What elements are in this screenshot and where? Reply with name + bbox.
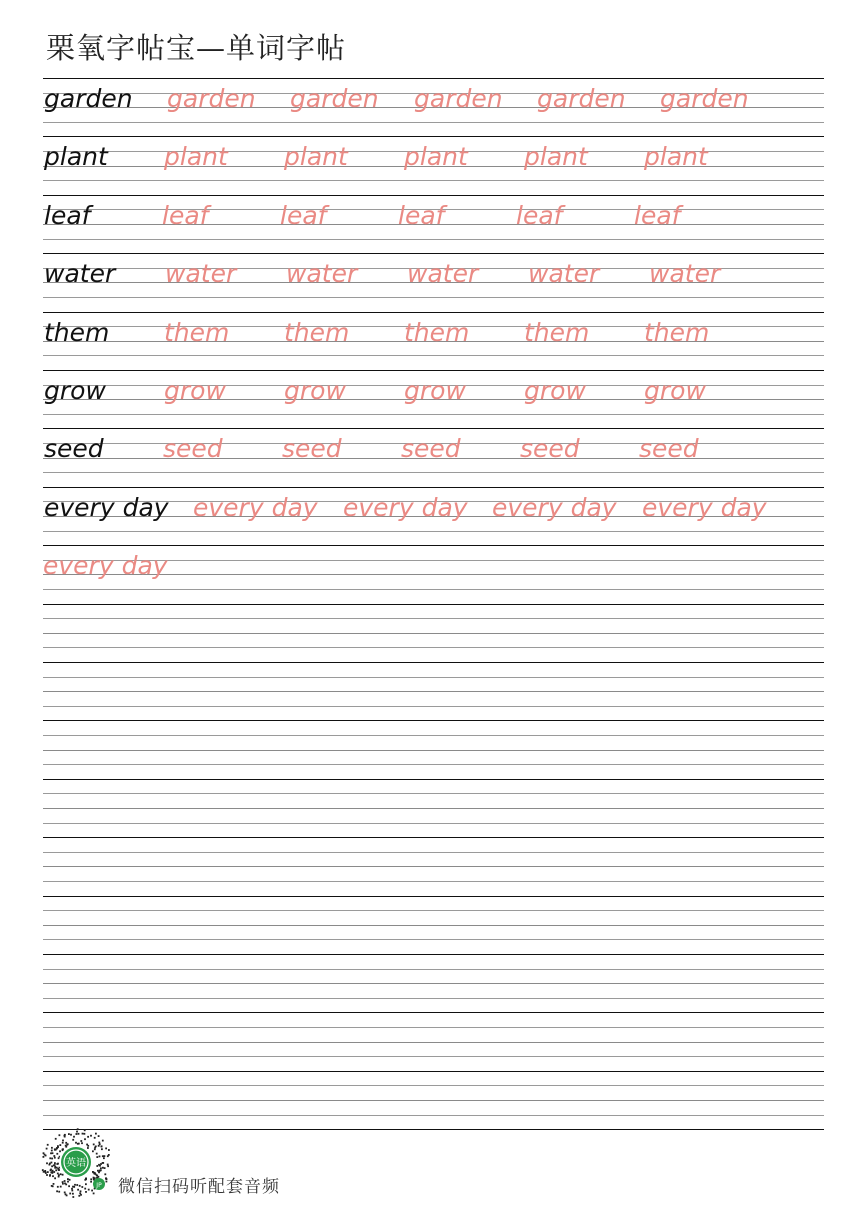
model-word: grow bbox=[44, 376, 106, 405]
guide-line-low bbox=[43, 355, 824, 356]
guide-line-top bbox=[43, 428, 824, 429]
guide-line-low bbox=[43, 239, 824, 240]
guide-line-mid bbox=[43, 1085, 824, 1086]
guide-line-base bbox=[43, 925, 824, 926]
trace-word: them bbox=[164, 317, 230, 347]
trace-word: grow bbox=[404, 376, 466, 405]
model-word: leaf bbox=[44, 200, 91, 230]
trace-word: plant bbox=[284, 142, 348, 172]
guide-line-mid bbox=[43, 969, 824, 970]
trace-word: seed bbox=[401, 434, 461, 464]
trace-word: grow bbox=[164, 376, 226, 405]
qr-code-icon[interactable] bbox=[40, 1126, 112, 1198]
guide-line-top bbox=[43, 662, 824, 663]
trace-word: grow bbox=[284, 376, 346, 405]
guide-line-top bbox=[43, 1071, 824, 1072]
trace-word: every day bbox=[343, 492, 468, 522]
guide-line-low bbox=[43, 998, 824, 999]
guide-line-base bbox=[43, 691, 824, 692]
model-word: every day bbox=[44, 492, 169, 522]
trace-word: garden bbox=[414, 84, 503, 113]
trace-word: leaf bbox=[516, 200, 563, 230]
guide-line-base bbox=[43, 1100, 824, 1101]
model-word: them bbox=[44, 317, 110, 347]
guide-line-base bbox=[43, 866, 824, 867]
guide-line-top bbox=[43, 136, 824, 137]
guide-line-low bbox=[43, 531, 824, 532]
trace-word: them bbox=[524, 317, 590, 347]
guide-line-base bbox=[43, 983, 824, 984]
guide-line-low bbox=[43, 939, 824, 940]
trace-word: leaf bbox=[280, 200, 327, 230]
trace-word: them bbox=[644, 317, 710, 347]
guide-line-mid bbox=[43, 677, 824, 678]
guide-line-mid bbox=[43, 852, 824, 853]
trace-word: every day bbox=[642, 492, 767, 522]
guide-line-top bbox=[43, 195, 824, 196]
trace-word: water bbox=[407, 259, 479, 289]
guide-line-mid bbox=[43, 793, 824, 794]
trace-word: garden bbox=[537, 84, 626, 113]
guide-line-top bbox=[43, 487, 824, 488]
guide-line-top bbox=[43, 954, 824, 955]
guide-line-low bbox=[43, 1115, 824, 1116]
trace-word: garden bbox=[660, 84, 749, 113]
guide-line-top bbox=[43, 837, 824, 838]
trace-word: seed bbox=[282, 434, 342, 464]
guide-line-base bbox=[43, 1042, 824, 1043]
trace-word: water bbox=[649, 259, 721, 289]
trace-word: plant bbox=[524, 142, 588, 172]
model-word: seed bbox=[44, 434, 104, 464]
guide-line-low bbox=[43, 472, 824, 473]
trace-word: leaf bbox=[634, 200, 681, 230]
trace-word: seed bbox=[163, 434, 223, 464]
trace-word: plant bbox=[644, 142, 708, 172]
trace-word: water bbox=[165, 259, 237, 289]
trace-word: plant bbox=[164, 142, 228, 172]
guide-line-low bbox=[43, 881, 824, 882]
page-title: 栗氧字帖宝—单词字帖 bbox=[46, 31, 347, 65]
guide-line-low bbox=[43, 647, 824, 648]
guide-line-low bbox=[43, 706, 824, 707]
guide-line-low bbox=[43, 823, 824, 824]
guide-line-top bbox=[43, 1012, 824, 1013]
trace-word: garden bbox=[167, 84, 256, 113]
trace-word: seed bbox=[639, 434, 699, 464]
model-word: plant bbox=[44, 142, 108, 172]
guide-line-low bbox=[43, 180, 824, 181]
guide-line-mid bbox=[43, 618, 824, 619]
guide-line-low bbox=[43, 764, 824, 765]
trace-word: seed bbox=[520, 434, 580, 464]
guide-line-top bbox=[43, 370, 824, 371]
trace-word: every day bbox=[43, 551, 168, 581]
guide-line-mid bbox=[43, 910, 824, 911]
trace-word: every day bbox=[492, 492, 617, 522]
guide-line-top bbox=[43, 253, 824, 254]
trace-word: leaf bbox=[398, 200, 445, 230]
guide-line-base bbox=[43, 750, 824, 751]
qr-corner-label: JP bbox=[96, 1182, 102, 1189]
guide-line-top bbox=[43, 78, 824, 79]
trace-word: water bbox=[286, 259, 358, 289]
model-word: garden bbox=[44, 84, 133, 113]
guide-line-top bbox=[43, 545, 824, 546]
model-word: water bbox=[44, 259, 116, 289]
guide-line-low bbox=[43, 414, 824, 415]
guide-line-top bbox=[43, 896, 824, 897]
guide-line-base bbox=[43, 808, 824, 809]
guide-line-base bbox=[43, 633, 824, 634]
guide-line-top bbox=[43, 312, 824, 313]
trace-word: garden bbox=[290, 84, 379, 113]
footer bbox=[40, 1126, 440, 1206]
guide-line-top bbox=[43, 720, 824, 721]
trace-word: leaf bbox=[162, 200, 209, 230]
guide-line-mid bbox=[43, 735, 824, 736]
trace-word: plant bbox=[404, 142, 468, 172]
trace-word: them bbox=[284, 317, 350, 347]
guide-line-mid bbox=[43, 1027, 824, 1028]
audio-caption: 微信扫码听配套音频 bbox=[118, 1177, 280, 1197]
guide-line-low bbox=[43, 589, 824, 590]
qr-badge-label: 英语 bbox=[66, 1158, 86, 1169]
trace-word: grow bbox=[644, 376, 706, 405]
guide-line-top bbox=[43, 604, 824, 605]
trace-word: grow bbox=[524, 376, 586, 405]
guide-line-low bbox=[43, 297, 824, 298]
trace-word: water bbox=[528, 259, 600, 289]
guide-line-low bbox=[43, 122, 824, 123]
trace-word: every day bbox=[193, 492, 318, 522]
trace-word: them bbox=[404, 317, 470, 347]
guide-line-low bbox=[43, 1056, 824, 1057]
guide-line-top bbox=[43, 779, 824, 780]
